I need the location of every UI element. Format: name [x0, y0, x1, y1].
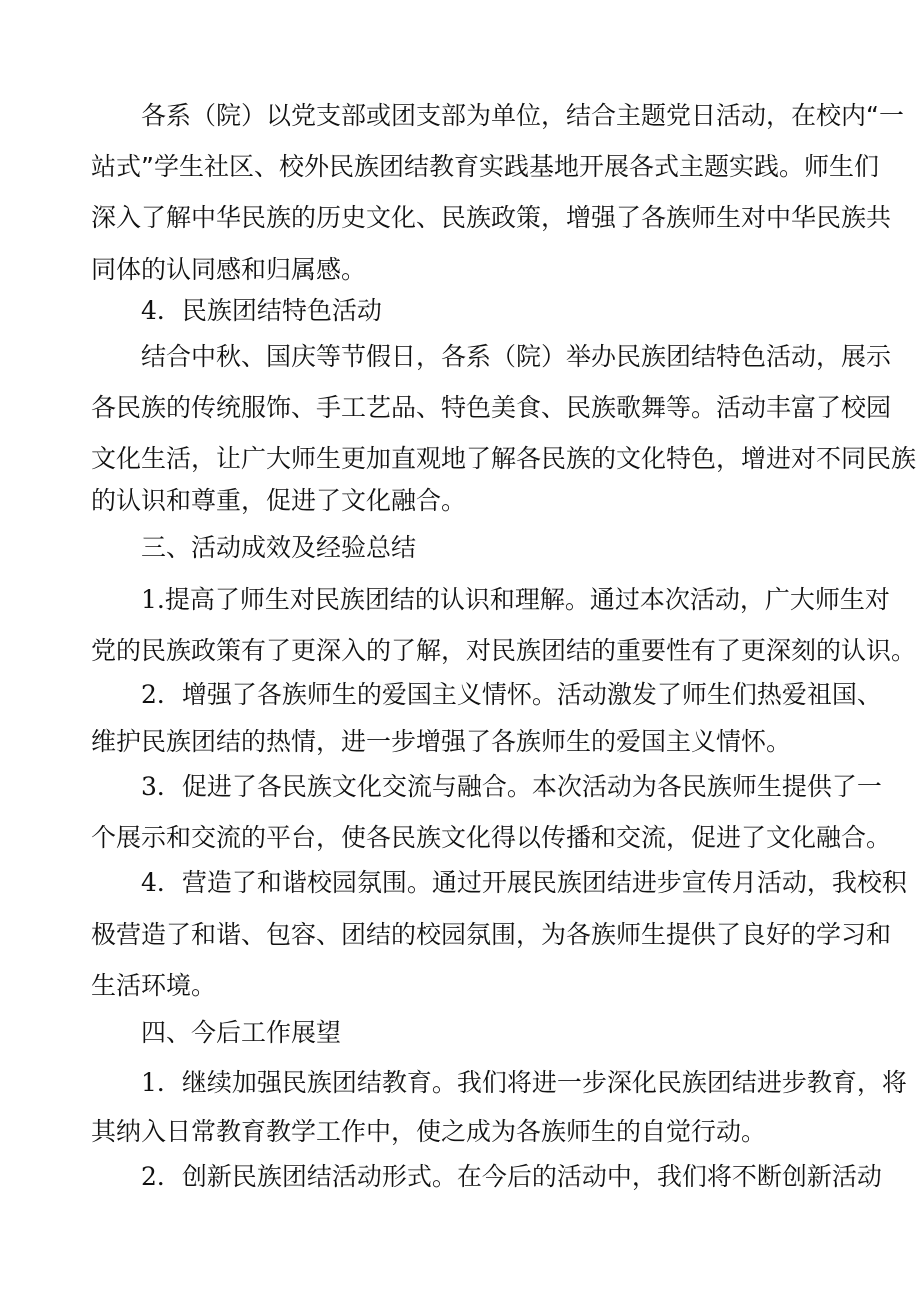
- effect-2-number: 2: [141, 680, 157, 709]
- intro-line-1: 各系（院）以党支部或团支部为单位，结合主题党日活动，在校内“一: [141, 101, 904, 130]
- effect-2-line-1: [141, 675, 882, 715]
- section4-heading: 四、今后工作展望: [141, 1018, 342, 1047]
- outlook-1-line-2: 其纳入日常教育教学工作中，使之成为各族师生的自觉行动。: [91, 1117, 767, 1146]
- effect-1-number: 1.: [141, 585, 165, 614]
- effect-4-line-1: [141, 863, 907, 903]
- effect-4-number: 4: [141, 868, 157, 897]
- effect-3-text: ．促进了各民族文化交流与融合。本次活动为各民族师生提供了一: [156, 772, 882, 801]
- effect-3-line-1: [141, 767, 882, 807]
- outlook-1-number: 1: [141, 1068, 157, 1097]
- intro-line-4: 同体的认同感和归属感。: [91, 255, 367, 284]
- outlook-2-line-1: [141, 1157, 882, 1197]
- outlook-2-text: ．创新民族团结活动形式。在今后的活动中，我们将不断创新活动: [156, 1162, 882, 1191]
- outlook-1-text: ．继续加强民族团结教育。我们将进一步深化民族团结进步教育，将: [156, 1068, 907, 1097]
- special-line-4: 的认识和尊重，促进了文化融合。: [91, 486, 467, 515]
- outlook-2-number: 2: [141, 1162, 157, 1191]
- intro-line-3: 深入了解中华民族的历史文化、民族政策，增强了各族师生对中华民族共: [91, 203, 892, 232]
- outlook-1-line-1: [141, 1063, 907, 1103]
- effect-4-text: ．营造了和谐校园氛围。通过开展民族团结进步宣传月活动，我校积: [156, 868, 907, 897]
- item4-heading-number: 4: [141, 296, 157, 325]
- intro-line-2: 站式”学生社区、校外民族团结教育实践基地开展各式主题实践。师生们: [91, 152, 879, 181]
- item4-heading: [141, 291, 382, 331]
- effect-2-text: ．增强了各族师生的爱国主义情怀。活动激发了师生们热爱祖国、: [156, 680, 882, 709]
- effect-2-line-2: 维护民族团结的热情，进一步增强了各族师生的爱国主义情怀。: [91, 727, 792, 756]
- effect-1-line-1: [141, 580, 890, 620]
- special-line-2: 各民族的传统服饰、手工艺品、特色美食、民族歌舞等。活动丰富了校园: [91, 393, 892, 422]
- section3-heading: 三、活动成效及经验总结: [141, 533, 417, 562]
- effect-4-line-3: 生活环境。: [91, 971, 217, 1000]
- effect-1-text: 提高了师生对民族团结的认识和理解。通过本次活动，广大师生对: [164, 585, 890, 614]
- special-line-1: 结合中秋、国庆等节假日，各系（院）举办民族团结特色活动，展示: [141, 342, 892, 371]
- special-line-3: 文化生活，让广大师生更加直观地了解各民族的文化特色，增进对不同民族: [91, 444, 917, 473]
- item4-heading-text: ．民族团结特色活动: [156, 296, 382, 325]
- effect-1-line-2: 党的民族政策有了更深入的了解，对民族团结的重要性有了更深刻的认识。: [91, 636, 917, 665]
- effect-3-number: 3: [141, 772, 157, 801]
- effect-4-line-2: 极营造了和谐、包容、团结的校园氛围，为各族师生提供了良好的学习和: [91, 920, 892, 949]
- effect-3-line-2: 个展示和交流的平台，使各民族文化得以传播和交流，促进了文化融合。: [91, 823, 892, 852]
